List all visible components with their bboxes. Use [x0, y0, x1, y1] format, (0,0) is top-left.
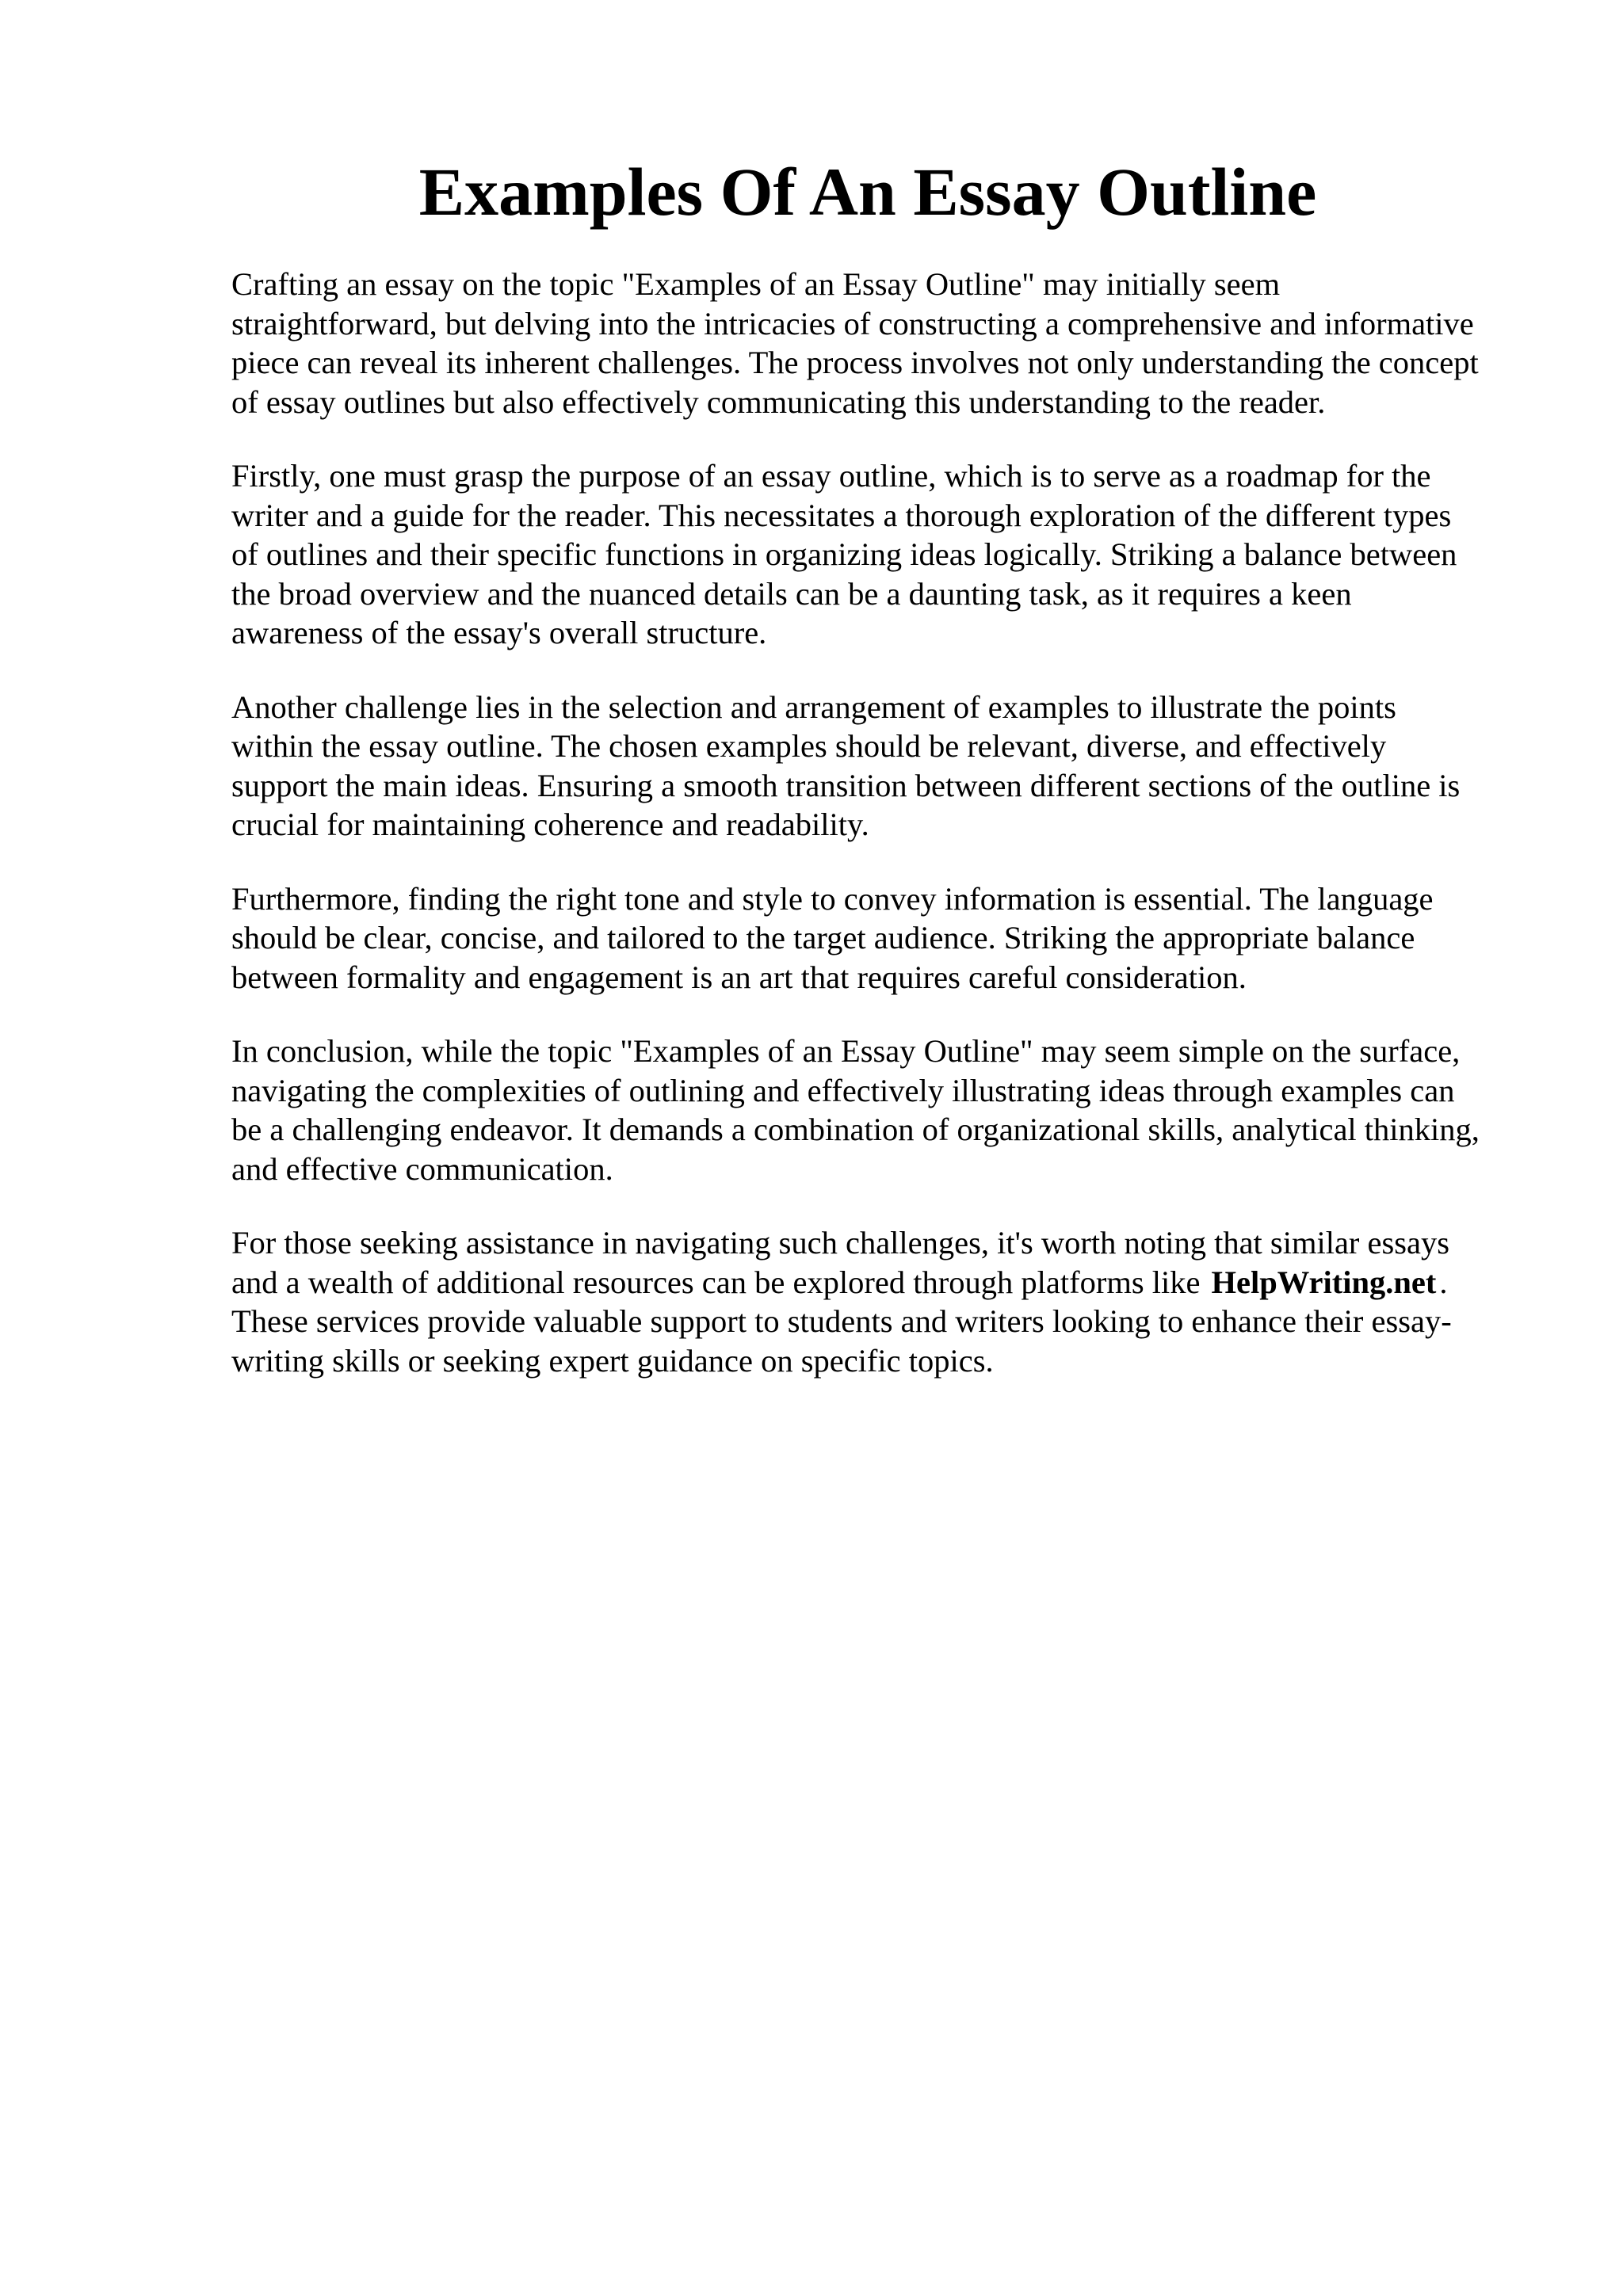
text-line: These services provide valuable support to students and writers looking to enhance their essay-	[231, 1303, 1452, 1339]
text-line: Furthermore, finding the right tone and style to convey information is essential. The language	[231, 880, 1434, 917]
paragraph-2	[231, 456, 1515, 653]
text-line: be a challenging endeavor. It demands a combination of organizational skills, analytical thinking,	[231, 1112, 1480, 1147]
paragraph-4	[231, 879, 1515, 997]
document-body	[231, 265, 1515, 1415]
text-line: straightforward, but delving into the intricacies of constructing a comprehensive and informative	[231, 305, 1474, 341]
helpwriting-link[interactable]: HelpWriting.net	[1211, 1264, 1437, 1300]
paragraph-1	[231, 265, 1515, 421]
text-line: writing skills or seeking expert guidance on specific topics.	[231, 1342, 994, 1379]
text-fragment: and a wealth of additional resources can be explored through platforms like	[231, 1264, 1201, 1300]
text-line: support the main ideas. Ensuring a smooth transition between different sections of the outline is	[231, 767, 1461, 803]
text-line: should be clear, concise, and tailored to the target audience. Striking the appropriate balance	[231, 920, 1415, 955]
text-line-with-link	[231, 1263, 1515, 1302]
text-line: In conclusion, while the topic "Examples of an Essay Outline" may seem simple on the surface,	[231, 1033, 1461, 1069]
text-line: and effective communication.	[231, 1150, 613, 1187]
text-line: navigating the complexities of outlining and effectively illustrating ideas through examples can	[231, 1072, 1455, 1108]
paragraph-3	[231, 688, 1515, 845]
text-line: For those seeking assistance in navigating such challenges, it's worth noting that similar essays	[231, 1225, 1450, 1261]
text-line: awareness of the essay's overall structure.	[231, 615, 767, 650]
paragraph-6	[231, 1223, 1515, 1380]
text-line: the broad overview and the nuanced details can be a daunting task, as it requires a keen	[231, 575, 1352, 612]
paragraph-5	[231, 1032, 1515, 1188]
text-line: between formality and engagement is an art that requires careful consideration.	[231, 959, 1247, 995]
page-title: Examples Of An Essay Outline	[418, 154, 1317, 230]
text-line: crucial for maintaining coherence and readability.	[231, 807, 869, 842]
text-fragment: .	[1439, 1264, 1448, 1300]
text-line: writer and a guide for the reader. This necessitates a thorough exploration of the different types	[231, 497, 1452, 533]
text-line: Another challenge lies in the selection and arrangement of examples to illustrate the points	[231, 688, 1396, 725]
text-line: Crafting an essay on the topic "Examples of an Essay Outline" may initially seem	[231, 266, 1281, 302]
text-line: of essay outlines but also effectively communicating this understanding to the reader.	[231, 383, 1326, 420]
text-line: Firstly, one must grasp the purpose of an essay outline, which is to serve as a roadmap for the	[231, 458, 1431, 494]
text-line: of outlines and their specific functions in organizing ideas logically. Striking a balance between	[231, 536, 1457, 572]
text-line: within the essay outline. The chosen examples should be relevant, diverse, and effectively	[231, 728, 1387, 764]
text-line: piece can reveal its inherent challenges. The process involves not only understanding the concept	[231, 345, 1479, 380]
